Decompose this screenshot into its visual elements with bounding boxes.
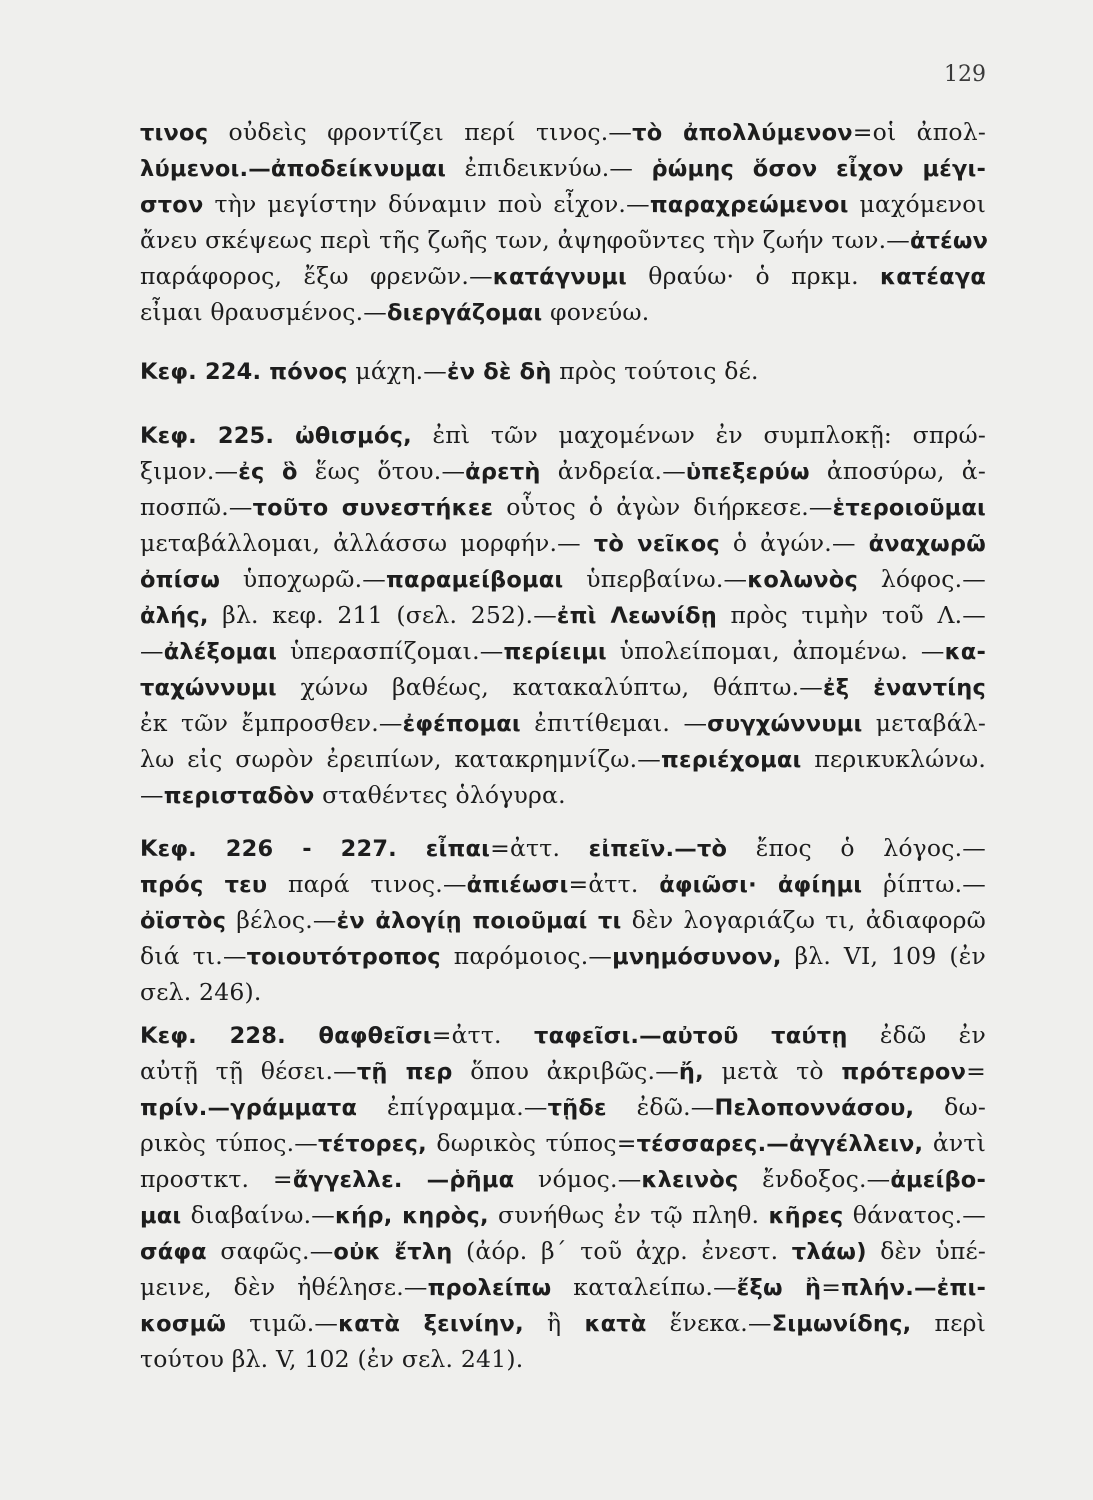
- headword: τῇδε: [547, 1095, 607, 1121]
- gloss-text: ἕνεκα.—: [646, 1309, 772, 1337]
- headword: στον: [140, 192, 204, 218]
- section-chapter-225: [140, 417, 986, 813]
- headword: τέσσαρες.—ἀγγέλλειν,: [636, 1131, 924, 1157]
- headword: ἀμείβο-: [890, 1167, 986, 1193]
- section-chapter-228: [140, 1017, 986, 1377]
- headword: ὑπεξερύω: [685, 459, 810, 485]
- text-line: [140, 1161, 986, 1197]
- headword: ἐν ἀλογίῃ ποιοῦμαί τι: [336, 908, 622, 934]
- gloss-text: βλ. VI, 109 (ἐν: [781, 942, 986, 970]
- gloss-text: χώνω βαθέως, κατακαλύπτω, θάπτω.—: [276, 673, 823, 701]
- gloss-text: ἔνδοξος.—: [738, 1165, 891, 1193]
- gloss-text: δω-: [914, 1093, 986, 1121]
- headword: μνημόσυνον,: [612, 944, 782, 970]
- headword: ἤ,: [678, 1059, 704, 1085]
- headword: κολωνὸς: [747, 567, 858, 593]
- text-line: [140, 1053, 986, 1089]
- gloss-text: παρόμοιος.—: [440, 942, 613, 970]
- text-line: [140, 597, 986, 633]
- text-line: [140, 633, 986, 669]
- gloss-text: ὑπερβαίνω.—: [563, 565, 748, 593]
- headword: ἐπὶ Λεωνίδῃ: [556, 603, 717, 629]
- headword: ῥώμης ὅσον εἶχον μέγι-: [651, 156, 986, 182]
- headword: περιέχομαι: [661, 747, 802, 773]
- gloss-text: τὴν μεγίστην δύναμιν ποὺ εἶχον.—: [203, 190, 650, 218]
- text-line: [140, 669, 986, 705]
- headword: τοῦτο συνεστήκεε: [252, 495, 494, 521]
- headword: παραχρεώμενοι: [649, 192, 849, 218]
- gloss-text: =ἀττ.: [568, 870, 660, 898]
- gloss-text: ῥίπτω.—: [862, 870, 986, 898]
- headword: τινος: [140, 120, 209, 146]
- headword: ἄγγελλε. —ῥῆμα: [292, 1167, 515, 1193]
- headword: Κεφ. 225. ὠθισμός,: [140, 423, 412, 449]
- headword: ἀτέων: [909, 228, 989, 254]
- gloss-text: ποσπῶ.—: [140, 493, 253, 521]
- text-line: [140, 741, 986, 777]
- gloss-text: ἀντὶ: [923, 1129, 987, 1157]
- headword: ἀρετὴ: [465, 459, 541, 485]
- headword: τλάω): [791, 1239, 867, 1265]
- headword: τὸ ἀπολλύμενον: [632, 120, 853, 146]
- headword: μαι: [140, 1203, 182, 1229]
- headword: κα-: [944, 639, 987, 665]
- headword: κοσμῶ: [140, 1311, 227, 1337]
- gloss-text: ὑποχωρῶ.—: [220, 565, 386, 593]
- gloss-text: ὑπολείπομαι, ἀπομένω. —: [606, 637, 945, 665]
- gloss-text: βέλος.—: [226, 906, 337, 934]
- gloss-text: (ἀόρ. β΄ τοῦ ἀχρ. ἐνεστ.: [452, 1237, 792, 1265]
- headword: κήρ, κηρὸς,: [334, 1203, 489, 1229]
- text-line: [140, 830, 986, 866]
- gloss-text: παράφορος, ἔξω φρενῶν.—: [140, 262, 493, 290]
- page-number: 129: [944, 62, 986, 87]
- gloss-text: περὶ: [911, 1309, 987, 1337]
- gloss-text: παρά τινος.—: [267, 870, 467, 898]
- gloss-text: =: [966, 1057, 986, 1085]
- gloss-text: πρὸς τιμὴν τοῦ Λ.—: [716, 601, 986, 629]
- section-chapter-224: [140, 353, 986, 389]
- gloss-text: ἕως ὅτου.—: [297, 457, 466, 485]
- headword: σάφα: [140, 1239, 207, 1265]
- gloss-text: σαφῶς.—: [206, 1237, 334, 1265]
- headword: ἑτεροιοῦμαι: [832, 495, 986, 521]
- headword: πλήν.—ἐπι-: [841, 1275, 986, 1301]
- gloss-text: ὅπου ἀκριβῶς.—: [452, 1057, 679, 1085]
- gloss-text: φονεύω.: [542, 298, 650, 326]
- gloss-text: ἢ: [523, 1309, 585, 1337]
- text-line: [140, 902, 986, 938]
- text-line: [140, 1233, 986, 1269]
- gloss-text: μεταβάλλομαι, ἀλλάσσω μορφήν.—: [140, 529, 594, 557]
- headword: παραμείβομαι: [385, 567, 564, 593]
- text-line: [140, 417, 986, 453]
- text-line: [140, 1089, 986, 1125]
- gloss-text: οὐδεὶς φροντίζει περί τινος.—: [208, 118, 633, 146]
- text-line: [140, 186, 986, 222]
- text-line: [140, 294, 986, 330]
- gloss-text: ρικὸς τύπος.—: [140, 1129, 318, 1157]
- headword: περίειμι: [503, 639, 607, 665]
- gloss-text: ἐκ τῶν ἔμπροσθεν.—: [140, 709, 403, 737]
- gloss-text: δὲν λογαριάζω τι, ἀδιαφορῶ: [621, 906, 986, 934]
- gloss-text: ἀνδρεία.—: [540, 457, 686, 485]
- gloss-text: ἐδῶ.—: [606, 1093, 715, 1121]
- headword: κῆρες: [768, 1203, 844, 1229]
- headword: κατέαγα: [880, 264, 986, 290]
- headword: ἐς ὃ: [238, 459, 298, 485]
- headword: προλείπω: [427, 1275, 552, 1301]
- headword: ταφεῖσι.—αὐτοῦ ταύτῃ: [534, 1023, 848, 1049]
- headword: τοιουτότροπος: [246, 944, 441, 970]
- headword: ἔξω ἢ: [736, 1275, 822, 1301]
- text-line: [140, 353, 986, 389]
- gloss-text: σταθέντες ὁλόγυρα.: [314, 781, 566, 809]
- gloss-text: ὁ ἀγών.—: [719, 529, 869, 557]
- headword: Κεφ. 224. πόνος: [140, 359, 348, 385]
- gloss-text: ἔπος ὁ λόγος.—: [727, 834, 986, 862]
- gloss-text: μάχη.—: [347, 357, 447, 385]
- gloss-text: μεινε, δὲν ἠθέλησε.—: [140, 1273, 428, 1301]
- headword: Σιμωνίδης,: [771, 1311, 912, 1337]
- gloss-text: =ἀττ.: [431, 1021, 535, 1049]
- gloss-text: τούτου βλ. V, 102 (ἐν σελ. 241).: [140, 1345, 524, 1373]
- text-line: [140, 1305, 986, 1341]
- headword: κατὰ: [584, 1311, 647, 1337]
- gloss-text: ἐπίγραμμα.—: [357, 1093, 548, 1121]
- gloss-text: —: [140, 781, 164, 809]
- headword: κλεινὸς: [641, 1167, 739, 1193]
- text-line: [140, 561, 986, 597]
- headword: Κεφ. 226 - 227. εἶπαι: [140, 836, 491, 862]
- headword: ἐξ ἐναντίης: [822, 675, 986, 701]
- headword: ἀναχωρῶ: [868, 531, 986, 557]
- headword: ὀϊστὸς: [140, 908, 227, 934]
- headword: ἀλέξομαι: [163, 639, 278, 665]
- gloss-text: =οἱ ἀπολ-: [852, 118, 986, 146]
- headword: πρίν.—γράμματα: [140, 1095, 358, 1121]
- gloss-text: καταλείπω.—: [551, 1273, 737, 1301]
- gloss-text: μαχόμενοι: [848, 190, 986, 218]
- text-line: [140, 150, 986, 186]
- headword: κατὰ ξεινίην,: [338, 1311, 524, 1337]
- gloss-text: μετὰ τὸ: [703, 1057, 842, 1085]
- text-line: [140, 489, 986, 525]
- text-line: [140, 777, 986, 813]
- text-line: [140, 705, 986, 741]
- gloss-text: διαβαίνω.—: [181, 1201, 335, 1229]
- gloss-text: πρὸς τούτοις δέ.: [551, 357, 759, 385]
- gloss-text: αὐτῇ τῇ θέσει.—: [140, 1057, 357, 1085]
- headword: κατάγνυμι: [492, 264, 628, 290]
- gloss-text: —: [140, 637, 164, 665]
- headword: διεργάζομαι: [387, 300, 543, 326]
- gloss-text: μεταβάλ-: [862, 709, 987, 737]
- gloss-text: δὲν ὑπέ-: [866, 1237, 986, 1265]
- headword: πρότερον: [841, 1059, 967, 1085]
- headword: τέτορες,: [318, 1131, 427, 1157]
- headword: ἐφέπομαι: [402, 711, 521, 737]
- headword: πρός τευ: [140, 872, 268, 898]
- text-line: [140, 866, 986, 902]
- text-line: [140, 1197, 986, 1233]
- section-chapter-226-227: [140, 830, 986, 1010]
- gloss-text: δωρικὸς τύπος=: [426, 1129, 637, 1157]
- headword: Κεφ. 228. θαφθεῖσι: [140, 1023, 432, 1049]
- gloss-text: ἐπὶ τῶν μαχομένων ἐν συμπλοκῇ: σπρώ-: [411, 421, 986, 449]
- headword: οὐκ ἔτλη: [333, 1239, 453, 1265]
- headword: λύμενοι.—ἀποδείκνυμαι: [140, 156, 447, 182]
- headword: ἀφιῶσι· ἀφίημι: [659, 872, 863, 898]
- text-line: [140, 1269, 986, 1305]
- gloss-text: περικυκλώνω.: [801, 745, 986, 773]
- headword: τὸ νεῖκος: [593, 531, 720, 557]
- text-line: [140, 258, 986, 294]
- text-line: [140, 974, 986, 1010]
- gloss-text: σελ. 246).: [140, 978, 262, 1006]
- text-line: [140, 1341, 986, 1377]
- headword: τῇ περ: [356, 1059, 453, 1085]
- headword: Πελοποννάσου,: [714, 1095, 915, 1121]
- headword: ἐν δὲ δὴ: [446, 359, 552, 385]
- gloss-text: λω εἰς σωρὸν ἐρειπίων, κατακρημνίζω.—: [140, 745, 661, 773]
- section-glossary-intro: [140, 114, 989, 330]
- gloss-text: βλ. κεφ. 211 (σελ. 252).—: [208, 601, 557, 629]
- gloss-text: ἐπιτίθεμαι. —: [520, 709, 708, 737]
- headword: ὀπίσω: [140, 567, 221, 593]
- gloss-text: εἶμαι θραυσμένος.—: [140, 298, 387, 326]
- gloss-text: συνήθως ἐν τῷ πληθ.: [488, 1201, 769, 1229]
- text-line: [140, 1125, 986, 1161]
- text-line: [140, 114, 986, 150]
- gloss-text: ἐδῶ ἐν: [847, 1021, 986, 1049]
- headword: περισταδὸν: [163, 783, 315, 809]
- gloss-text: θάνατος.—: [843, 1201, 986, 1229]
- text-line: [140, 1017, 986, 1053]
- gloss-text: =: [821, 1273, 842, 1301]
- headword: ἀλής,: [140, 603, 209, 629]
- text-line: [140, 453, 986, 489]
- text-line: [140, 938, 986, 974]
- text-line: [140, 222, 989, 258]
- gloss-text: ἀποσύρω, ἀ-: [809, 457, 986, 485]
- gloss-text: οὗτος ὁ ἀγὼν διήρκεσε.—: [493, 493, 833, 521]
- headword: εἰπεῖν.—τὸ: [588, 836, 728, 862]
- gloss-text: προστκτ. =: [140, 1165, 293, 1193]
- text-line: [140, 525, 986, 561]
- gloss-text: ἐπιδεικνύω.—: [446, 154, 652, 182]
- gloss-text: τιμῶ.—: [226, 1309, 339, 1337]
- gloss-text: λόφος.—: [858, 565, 986, 593]
- headword: συγχώννυμι: [707, 711, 863, 737]
- gloss-text: νόμος.—: [514, 1165, 642, 1193]
- gloss-text: θραύω· ὁ πρκμ.: [627, 262, 881, 290]
- gloss-text: =ἀττ.: [490, 834, 589, 862]
- gloss-text: διά τι.—: [140, 942, 247, 970]
- headword: ταχώννυμι: [140, 675, 277, 701]
- gloss-text: ξιμον.—: [140, 457, 239, 485]
- gloss-text: ἄνευ σκέψεως περὶ τῆς ζωῆς των, ἀψηφοῦντες τὴν ζωήν των.—: [140, 226, 910, 254]
- gloss-text: ὑπερασπίζομαι.—: [277, 637, 504, 665]
- headword: ἀπιέωσι: [466, 872, 569, 898]
